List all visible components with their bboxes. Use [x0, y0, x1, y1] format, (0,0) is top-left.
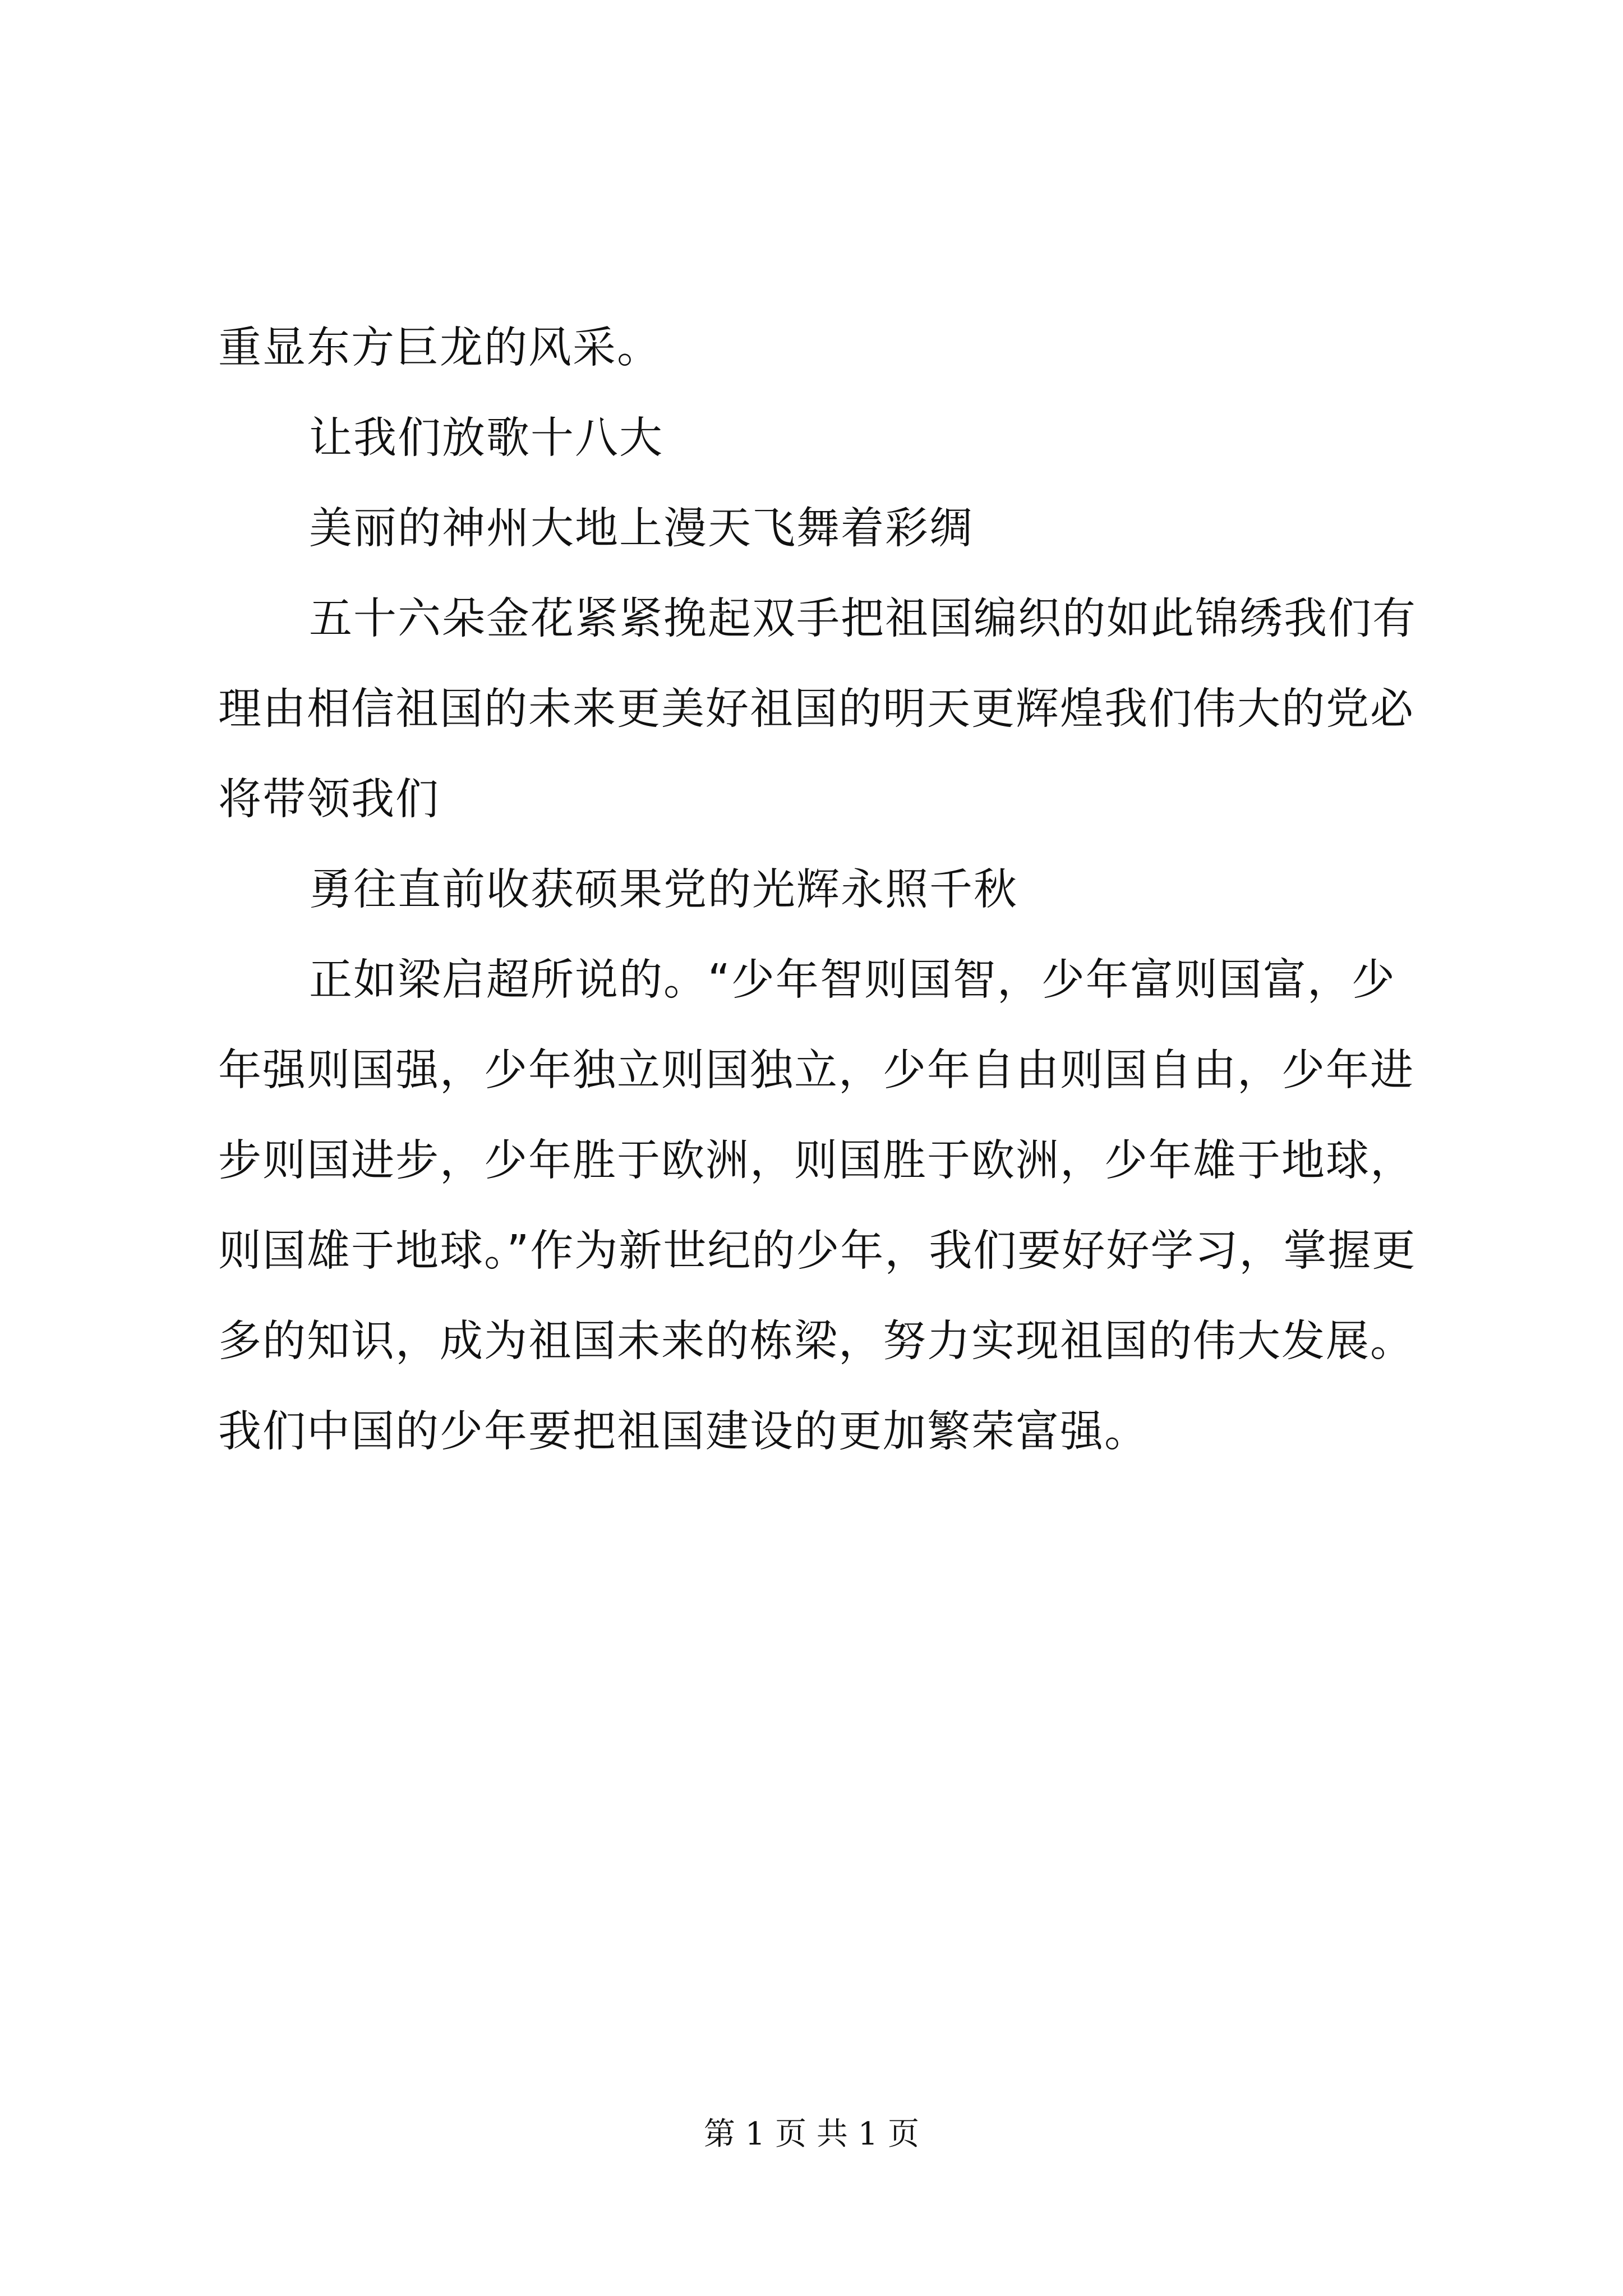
document-body: [218, 303, 1430, 1477]
page-footer: 第 1 页 共 1 页: [703, 2116, 920, 2152]
paragraph-1: 重显东方巨龙的风采。: [218, 323, 661, 373]
paragraph-6: 正如梁启超所说的。“少年智则国智，少年富则国富，少年强则国强，少年独立则国独立，少年自由则国自由，少年进步则国进步，少年胜于欧洲，则国胜于欧洲，少年雄于地球，则国雄于地球。”作为新世纪的少年，我们要好好学习，掌握更多的知识，成为祖国未来的栋梁，努力实现祖国的伟大发展。我们中国的少年要把祖国建设的更加繁荣富强。: [218, 955, 1417, 1457]
paragraph-4: 五十六朵金花紧紧挽起双手把祖国编织的如此锦绣我们有理由相信祖国的未来更美好祖国的明天更辉煌我们伟大的党必将带领我们: [218, 594, 1417, 825]
paragraph-3: 美丽的神州大地上漫天飞舞着彩绸: [309, 504, 974, 554]
paragraph-2: 让我们放歌十八大: [309, 413, 663, 463]
paragraph-5: 勇往直前收获硕果党的光辉永照千秋: [309, 865, 1018, 915]
